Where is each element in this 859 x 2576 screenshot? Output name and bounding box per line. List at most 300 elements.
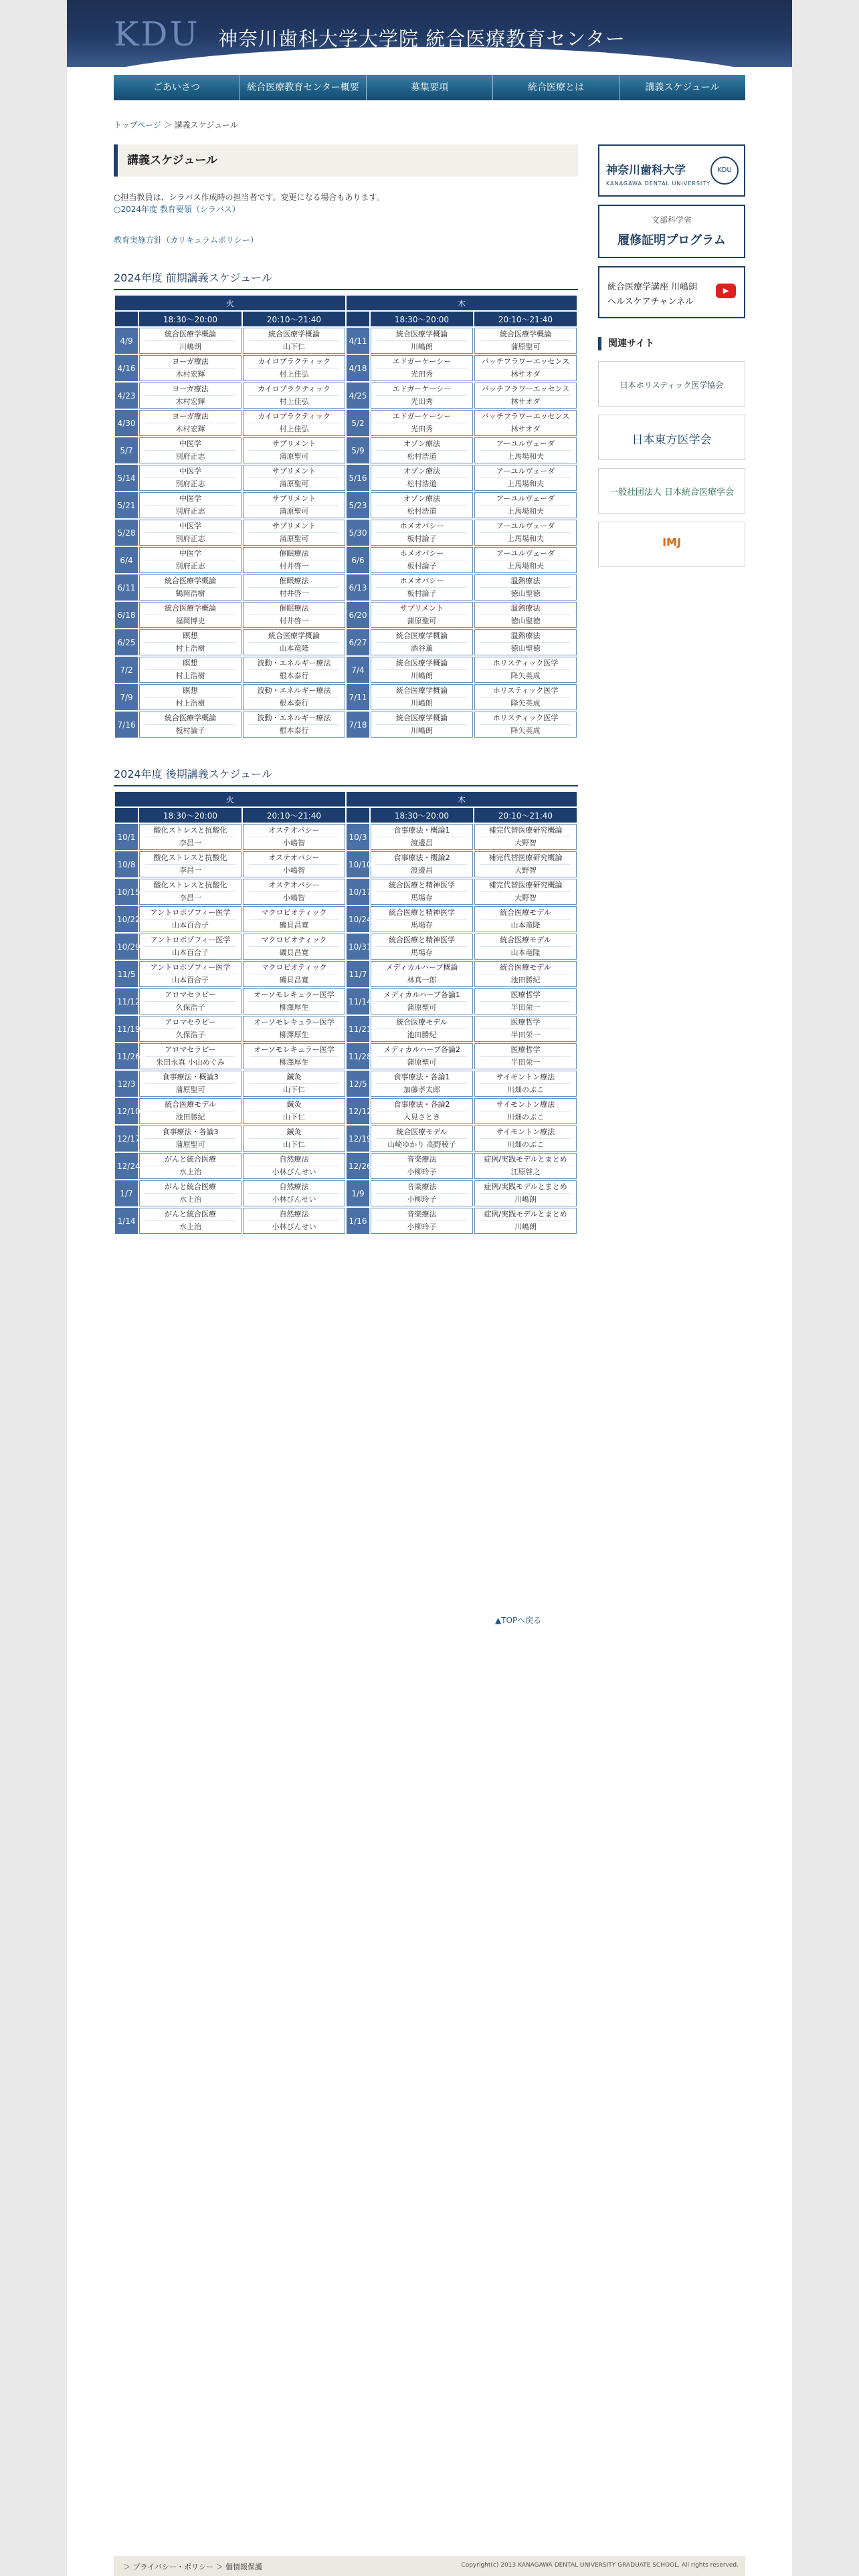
lecture-title: 波動・エネルギー療法 (257, 686, 331, 695)
lecturer-name: 小嶋智 (249, 864, 339, 875)
related-imj-banner[interactable] (598, 522, 745, 567)
lecture-title: 食事療法・各論3 (162, 1128, 219, 1136)
thu-slot2-cell (474, 712, 577, 738)
thu-slot2-cell (474, 1016, 577, 1042)
lecture-date: 11/21 (347, 1016, 369, 1042)
lecture-title: 瞑想 (183, 631, 198, 640)
lecture-title: 統合医療と精神医学 (389, 908, 455, 917)
university-seal-icon: KDU (710, 156, 739, 185)
table-row (115, 1125, 577, 1152)
thu-slot2-cell (474, 437, 577, 463)
nav-admissions[interactable]: 募集要項 (367, 75, 493, 100)
lecturer-name: 馬場存 (377, 946, 467, 958)
tue-slot2-cell (243, 1125, 345, 1152)
slot2-header: 20:10～21:40 (243, 808, 345, 823)
lecture-date: 10/17 (347, 879, 369, 905)
lecture-date: 11/5 (115, 961, 138, 987)
lecture-title: 温熱療法 (510, 604, 541, 613)
lecture-date: 7/16 (115, 712, 138, 738)
lecturer-name: 徳山聖徳 (480, 615, 571, 626)
tue-slot1-cell (139, 328, 242, 354)
lecture-date: 7/18 (347, 712, 369, 738)
lecture-date: 6/20 (347, 602, 369, 628)
tue-slot1-cell (139, 851, 242, 877)
site-footer (114, 2556, 745, 2576)
lecturer-name: 山本百合子 (145, 946, 235, 958)
lecture-title: 自然療法 (279, 1182, 309, 1191)
tue-slot1-cell (139, 629, 242, 655)
lecture-title: 統合医療と精神医学 (389, 936, 455, 944)
lecture-date: 12/5 (347, 1071, 369, 1097)
tue-slot2-cell (243, 851, 345, 877)
lecture-date: 4/25 (347, 383, 369, 409)
lecture-date: 1/7 (115, 1180, 138, 1206)
banner-university-title: 神奈川歯科大学 (606, 164, 686, 177)
healthcare-channel-banner[interactable] (598, 266, 745, 318)
lecture-date: 1/9 (347, 1180, 369, 1206)
curriculum-policy-link[interactable]: 教育実施方針（カリキュラムポリシー） (114, 235, 258, 245)
site-logo[interactable]: KDU (114, 15, 200, 53)
breadcrumb-current: 講義スケジュール (174, 120, 238, 130)
lecture-date: 4/9 (115, 328, 138, 354)
thu-slot1-cell (371, 934, 473, 960)
lecture-date: 11/26 (115, 1043, 138, 1069)
lecture-date: 4/30 (115, 410, 138, 436)
lecturer-name: 林真一郎 (377, 974, 467, 985)
lecture-title: 補完代替医療研究概論 (488, 853, 563, 862)
lecturer-name: 別府正志 (145, 505, 235, 516)
table-row (115, 383, 577, 409)
second-term-schedule-table (114, 790, 578, 1235)
lecturer-name: 半田栄一 (480, 1001, 571, 1012)
lecturer-name: 根本泰行 (249, 669, 339, 681)
table-row (115, 520, 577, 546)
lecturer-name: 水上治 (145, 1166, 235, 1177)
lecture-date: 10/31 (347, 934, 369, 960)
lecture-title: 統合医療モデル (396, 1128, 448, 1136)
lecturer-name: 半田栄一 (480, 1029, 571, 1040)
notes (114, 191, 578, 215)
banner-university-subtitle: KANAGAWA DENTAL UNIVERSITY (606, 181, 711, 187)
date-header-blank (115, 808, 138, 823)
lecture-date: 12/24 (115, 1153, 138, 1179)
thu-slot1-cell (371, 1098, 473, 1124)
lecture-title: エドガーケーシー (392, 357, 452, 366)
main-content (114, 144, 578, 1235)
lecture-title: バッチフラワーエッセンス (481, 412, 570, 421)
lecture-title: 自然療法 (279, 1210, 309, 1218)
lecture-title: 催眠療法 (279, 549, 309, 558)
slot1-header: 18:30～20:00 (139, 312, 242, 326)
thu-slot2-cell (474, 1071, 577, 1097)
lecture-date: 5/16 (347, 465, 369, 491)
table-header-row (115, 792, 577, 807)
lecture-title: マクロビオティック (261, 936, 327, 944)
tue-slot1-cell (139, 547, 242, 573)
thu-slot1-cell (371, 410, 473, 436)
lecture-title: 波動・エネルギー療法 (257, 714, 331, 722)
lecturer-name: 根本泰行 (249, 724, 339, 736)
lecture-title: 食事療法・概論1 (393, 826, 450, 835)
lecturer-name: 山本百合子 (145, 974, 235, 985)
lecturer-name: 蒲原聖可 (377, 615, 467, 626)
tue-slot2-cell (243, 712, 345, 738)
lecture-title: アーユルヴェーダ (496, 549, 555, 558)
lecture-date: 12/17 (115, 1125, 138, 1152)
certificate-program-banner[interactable] (598, 205, 745, 258)
lecturer-name: 村上佳弘 (249, 368, 339, 379)
lecture-title: 症例/実践モデルとまとめ (484, 1182, 567, 1191)
nav-greeting[interactable]: ごあいさつ (114, 75, 240, 100)
table-row (115, 629, 577, 655)
lecture-title: 鍼灸 (286, 1073, 302, 1081)
lecturer-name: 渡邊昌 (377, 864, 467, 875)
lecturer-name: 蒲原聖可 (249, 532, 339, 544)
lecture-title: 催眠療法 (279, 576, 309, 585)
date-header-blank (347, 808, 369, 823)
lecture-date: 1/14 (115, 1208, 138, 1234)
table-row (115, 1043, 577, 1069)
tue-slot2-cell (243, 1016, 345, 1042)
lecture-title: アーユルヴェーダ (496, 467, 555, 475)
thu-slot1-cell (371, 520, 473, 546)
lecture-title: 医療哲学 (510, 1045, 541, 1054)
lecturer-name: 磯貝昌寛 (249, 946, 339, 958)
tue-slot2-cell (243, 520, 345, 546)
lecturer-name: 久保浩子 (145, 1029, 235, 1040)
table-row (115, 547, 577, 573)
lecture-title: 食事療法・各論1 (393, 1073, 450, 1081)
thu-slot2-cell (474, 1208, 577, 1234)
lecturer-name: 村井啓一 (249, 587, 339, 599)
thu-slot2-cell (474, 383, 577, 409)
lecture-date: 10/22 (115, 906, 138, 932)
tue-slot1-cell (139, 1016, 242, 1042)
lecturer-name: 村井啓一 (249, 560, 339, 571)
thu-slot2-cell (474, 1153, 577, 1179)
lecture-title: アロマセラピー (165, 990, 216, 999)
thu-slot1-cell (371, 1016, 473, 1042)
lecture-date: 7/11 (347, 684, 369, 710)
breadcrumb-home-link[interactable]: トップページ (114, 120, 161, 130)
tue-slot2-cell (243, 437, 345, 463)
lecture-title: 統合医療学概論 (268, 631, 320, 640)
kdu-university-banner[interactable] (598, 144, 745, 197)
thu-slot1-cell (371, 1043, 473, 1069)
lecture-date: 5/30 (347, 520, 369, 546)
lecturer-name: 李昌一 (145, 891, 235, 903)
thu-slot1-cell (371, 602, 473, 628)
lecture-title: 食事療法・概論3 (162, 1073, 219, 1081)
thu-slot1-cell (371, 1208, 473, 1234)
thu-slot1-cell (371, 1153, 473, 1179)
slot1-header: 18:30～20:00 (371, 312, 473, 326)
lecture-title: 統合医療モデル (500, 963, 551, 972)
lecturer-name: 板村論子 (377, 587, 467, 599)
thu-slot2-cell (474, 492, 577, 518)
related-sites-heading: 関連サイト (598, 337, 745, 350)
lecturer-name: 福岡博史 (145, 615, 235, 626)
lecture-date: 10/29 (115, 934, 138, 960)
lecture-date: 6/4 (115, 547, 138, 573)
lecture-title: 統合医療学概論 (165, 576, 216, 585)
lecturer-name: 山下仁 (249, 1083, 339, 1095)
tue-slot1-cell (139, 988, 242, 1014)
table-row (115, 712, 577, 738)
tue-slot2-cell (243, 574, 345, 601)
lecture-title: バッチフラワーエッセンス (481, 357, 570, 366)
table-header-row (115, 312, 577, 326)
lecture-title: がんと統合医療 (165, 1155, 216, 1164)
tue-slot2-cell (243, 1071, 345, 1097)
tue-slot2-cell (243, 961, 345, 987)
tue-slot1-cell (139, 961, 242, 987)
thu-slot1-cell (371, 684, 473, 710)
table-header-row (115, 808, 577, 823)
tue-slot1-cell (139, 602, 242, 628)
lecture-title: エドガーケーシー (392, 412, 452, 421)
lecture-title: オゾン療法 (403, 467, 440, 475)
nav-center-overview[interactable]: 統合医療教育センター概要 (240, 75, 367, 100)
thu-slot2-cell (474, 328, 577, 354)
nav-lecture-schedule[interactable]: 講義スケジュール (619, 75, 745, 100)
date-header-blank (347, 312, 369, 326)
thu-slot1-cell (371, 437, 473, 463)
lecture-title: アントロポゾフィー医学 (150, 908, 231, 917)
tue-slot2-cell (243, 988, 345, 1014)
lecturer-name: 降矢英成 (480, 669, 571, 681)
tue-slot1-cell (139, 465, 242, 491)
lecture-title: カイロプラクティック (258, 385, 330, 393)
lecturer-name: 小林びんせい (249, 1166, 339, 1177)
lecture-date: 6/25 (115, 629, 138, 655)
lecturer-name: 村上佳弘 (249, 423, 339, 434)
tue-slot2-cell (243, 355, 345, 381)
thu-slot2-cell (474, 602, 577, 628)
thu-slot2-cell (474, 547, 577, 573)
lecturer-name: 蒲原聖可 (480, 340, 571, 352)
lecturer-name: 上馬場和夫 (480, 532, 571, 544)
lecturer-name: 川畑のぶこ (480, 1083, 571, 1095)
syllabus-link[interactable]: ○2024年度 教育要領（シラバス） (114, 205, 240, 214)
lecture-title: 統合医療モデル (165, 1100, 216, 1109)
tue-slot1-cell (139, 934, 242, 960)
lecture-title: メディカルハーブ各論2 (383, 1045, 460, 1054)
lecturer-name: 上馬場和夫 (480, 560, 571, 571)
lecture-date: 5/21 (115, 492, 138, 518)
thu-slot1-cell (371, 879, 473, 905)
thu-slot2-cell (474, 879, 577, 905)
thu-slot1-cell (371, 465, 473, 491)
lecture-title: 統合医療学概論 (165, 604, 216, 613)
tue-slot1-cell (139, 1071, 242, 1097)
tue-slot2-cell (243, 879, 345, 905)
lecture-date: 10/3 (347, 824, 369, 850)
table-row (115, 879, 577, 905)
tue-slot2-cell (243, 684, 345, 710)
thu-slot1-cell (371, 1180, 473, 1206)
lecture-title: ホリスティック医学 (492, 686, 559, 695)
page-title: 講義スケジュール (114, 144, 578, 177)
banner-ministry-label: 文部科学省 (651, 215, 692, 225)
lecture-date: 5/7 (115, 437, 138, 463)
lecturer-name: 蒲原聖可 (249, 477, 339, 489)
lecture-title: メディカルハーブ概論 (385, 963, 458, 972)
lecture-title: アーユルヴェーダ (496, 494, 555, 503)
tue-slot2-cell (243, 657, 345, 683)
tue-slot2-cell (243, 492, 345, 518)
lecture-title: 中医学 (179, 494, 201, 503)
tue-slot2-cell (243, 410, 345, 436)
table-row (115, 437, 577, 463)
lecture-title: 鍼灸 (286, 1128, 302, 1136)
lecture-title: ヨーガ療法 (172, 412, 209, 421)
tue-slot2-cell (243, 328, 345, 354)
table-row (115, 602, 577, 628)
lecture-date: 10/1 (115, 824, 138, 850)
lecture-title: オーソモレキュラー医学 (254, 1018, 335, 1027)
note-instructor-change: ○担当教員は、シラバス作成時の担当者です。変更になる場合もあります。 (114, 193, 385, 202)
lecture-title: 瞑想 (183, 659, 198, 667)
lecture-title: サプリメント (399, 604, 444, 613)
lecture-title: アントロポゾフィー医学 (150, 936, 231, 944)
related-site-label: 一般社団法人 日本統合医療学会 (609, 488, 735, 498)
related-integrative-medicine-society-banner[interactable] (598, 468, 745, 514)
lecture-title: カイロプラクティック (258, 357, 330, 366)
tue-slot2-cell (243, 1153, 345, 1179)
lecture-date: 6/18 (115, 602, 138, 628)
lecture-date: 11/12 (115, 988, 138, 1014)
thu-slot1-cell (371, 851, 473, 877)
footer-links[interactable]: ＞ プライバシー・ポリシー ＞ 個情報保護 (123, 2563, 262, 2571)
lecturer-name: 村上浩樹 (145, 669, 235, 681)
lecture-title: 自然療法 (279, 1155, 309, 1164)
lecture-title: 催眠療法 (279, 604, 309, 613)
thu-slot2-cell (474, 657, 577, 683)
thu-slot1-cell (371, 1125, 473, 1152)
lecturer-name: 川嶋朗 (377, 669, 467, 681)
thu-slot1-cell (371, 988, 473, 1014)
lecturer-name: 川嶋朗 (377, 724, 467, 736)
lecturer-name: 水上治 (145, 1193, 235, 1204)
thu-slot1-cell (371, 961, 473, 987)
slot2-header: 20:10～21:40 (474, 808, 577, 823)
thu-slot2-cell (474, 355, 577, 381)
lecturer-name: 降矢英成 (480, 697, 571, 708)
lecture-title: 中医学 (179, 549, 201, 558)
lecture-title: サイモントン療法 (496, 1073, 555, 1081)
lecture-title: サイモントン療法 (496, 1128, 555, 1136)
table-row (115, 1098, 577, 1124)
lecture-title: サプリメント (272, 439, 316, 448)
lecturer-name: 山本竜隆 (480, 919, 571, 930)
thu-slot2-cell (474, 934, 577, 960)
table-row (115, 934, 577, 960)
lecture-title: 統合医療モデル (500, 936, 551, 944)
tuesday-header: 火 (115, 792, 345, 807)
lecture-date: 5/23 (347, 492, 369, 518)
lecturer-name: 渡邊昌 (377, 837, 467, 848)
lecture-date: 10/15 (115, 879, 138, 905)
lecturer-name: 水上治 (145, 1220, 235, 1232)
lecture-title: マクロビオティック (261, 963, 327, 972)
lecture-date: 10/8 (115, 851, 138, 877)
lecturer-name: 川畑のぶこ (480, 1111, 571, 1122)
back-to-top-link[interactable]: ▲TOPへ戻る (495, 1616, 542, 1625)
lecture-title: ホリスティック医学 (492, 714, 559, 722)
lecturer-name: 林サオダ (480, 395, 571, 407)
lecturer-name: 村上浩樹 (145, 697, 235, 708)
thu-slot2-cell (474, 465, 577, 491)
table-row (115, 328, 577, 354)
lecture-title: オステオパシー (268, 853, 320, 862)
first-term-schedule-table (114, 294, 578, 739)
table-row (115, 355, 577, 381)
lecture-date: 10/24 (347, 906, 369, 932)
lecture-title: 食事療法・各論2 (393, 1100, 450, 1109)
lecturer-name: 蒲原聖可 (249, 505, 339, 516)
lecturer-name: 山本百合子 (145, 919, 235, 930)
table-row (115, 851, 577, 877)
tue-slot1-cell (139, 1208, 242, 1234)
lecturer-name: 村井啓一 (249, 615, 339, 626)
lecture-title: ホリスティック医学 (492, 659, 559, 667)
thu-slot2-cell (474, 824, 577, 850)
global-nav (114, 75, 745, 100)
lecturer-name: 光田秀 (377, 368, 467, 379)
lecture-title: アロマセラピー (165, 1018, 216, 1027)
lecture-title: 酸化ストレスと抗酸化 (153, 853, 227, 862)
tue-slot2-cell (243, 824, 345, 850)
lecture-title: 統合医療学概論 (396, 686, 448, 695)
lecturer-name: 山本竜隆 (480, 946, 571, 958)
thu-slot2-cell (474, 520, 577, 546)
lecturer-name: 山崎ゆかり 高野稜子 (377, 1138, 467, 1150)
lecturer-name: 池田勝紀 (480, 974, 571, 985)
lecturer-name: 入見さとき (377, 1111, 467, 1122)
table-row (115, 465, 577, 491)
table-row (115, 657, 577, 683)
thu-slot1-cell (371, 657, 473, 683)
related-oriental-medicine-banner[interactable] (598, 415, 745, 460)
tue-slot1-cell (139, 492, 242, 518)
lecture-title: 統合医療と精神医学 (389, 881, 455, 889)
site-title[interactable]: 神奈川歯科大学大学院 統合医療教育センター (218, 27, 626, 50)
tue-slot2-cell (243, 547, 345, 573)
tue-slot2-cell (243, 906, 345, 932)
lecturer-name: 馬場存 (377, 919, 467, 930)
lecture-title: 音楽療法 (407, 1155, 437, 1164)
tue-slot1-cell (139, 1098, 242, 1124)
slot1-header: 18:30～20:00 (371, 808, 473, 823)
lecture-title: 補完代替医療研究概論 (488, 826, 563, 835)
lecturer-name: 松村浩道 (377, 505, 467, 516)
thu-slot2-cell (474, 961, 577, 987)
lecturer-name: 川嶋朗 (480, 1220, 571, 1232)
lecture-date: 4/18 (347, 355, 369, 381)
related-holistic-association-banner[interactable] (598, 361, 745, 407)
lecturer-name: 板村論子 (145, 724, 235, 736)
thu-slot2-cell (474, 988, 577, 1014)
lecture-date: 10/10 (347, 851, 369, 877)
site-header (67, 0, 792, 67)
table-row (115, 906, 577, 932)
nav-about-integrative-medicine[interactable]: 統合医療とは (493, 75, 619, 100)
lecturer-name: 松村浩道 (377, 477, 467, 489)
lecturer-name: 酒谷薫 (377, 642, 467, 653)
lecture-date: 4/16 (115, 355, 138, 381)
table-row (115, 574, 577, 601)
